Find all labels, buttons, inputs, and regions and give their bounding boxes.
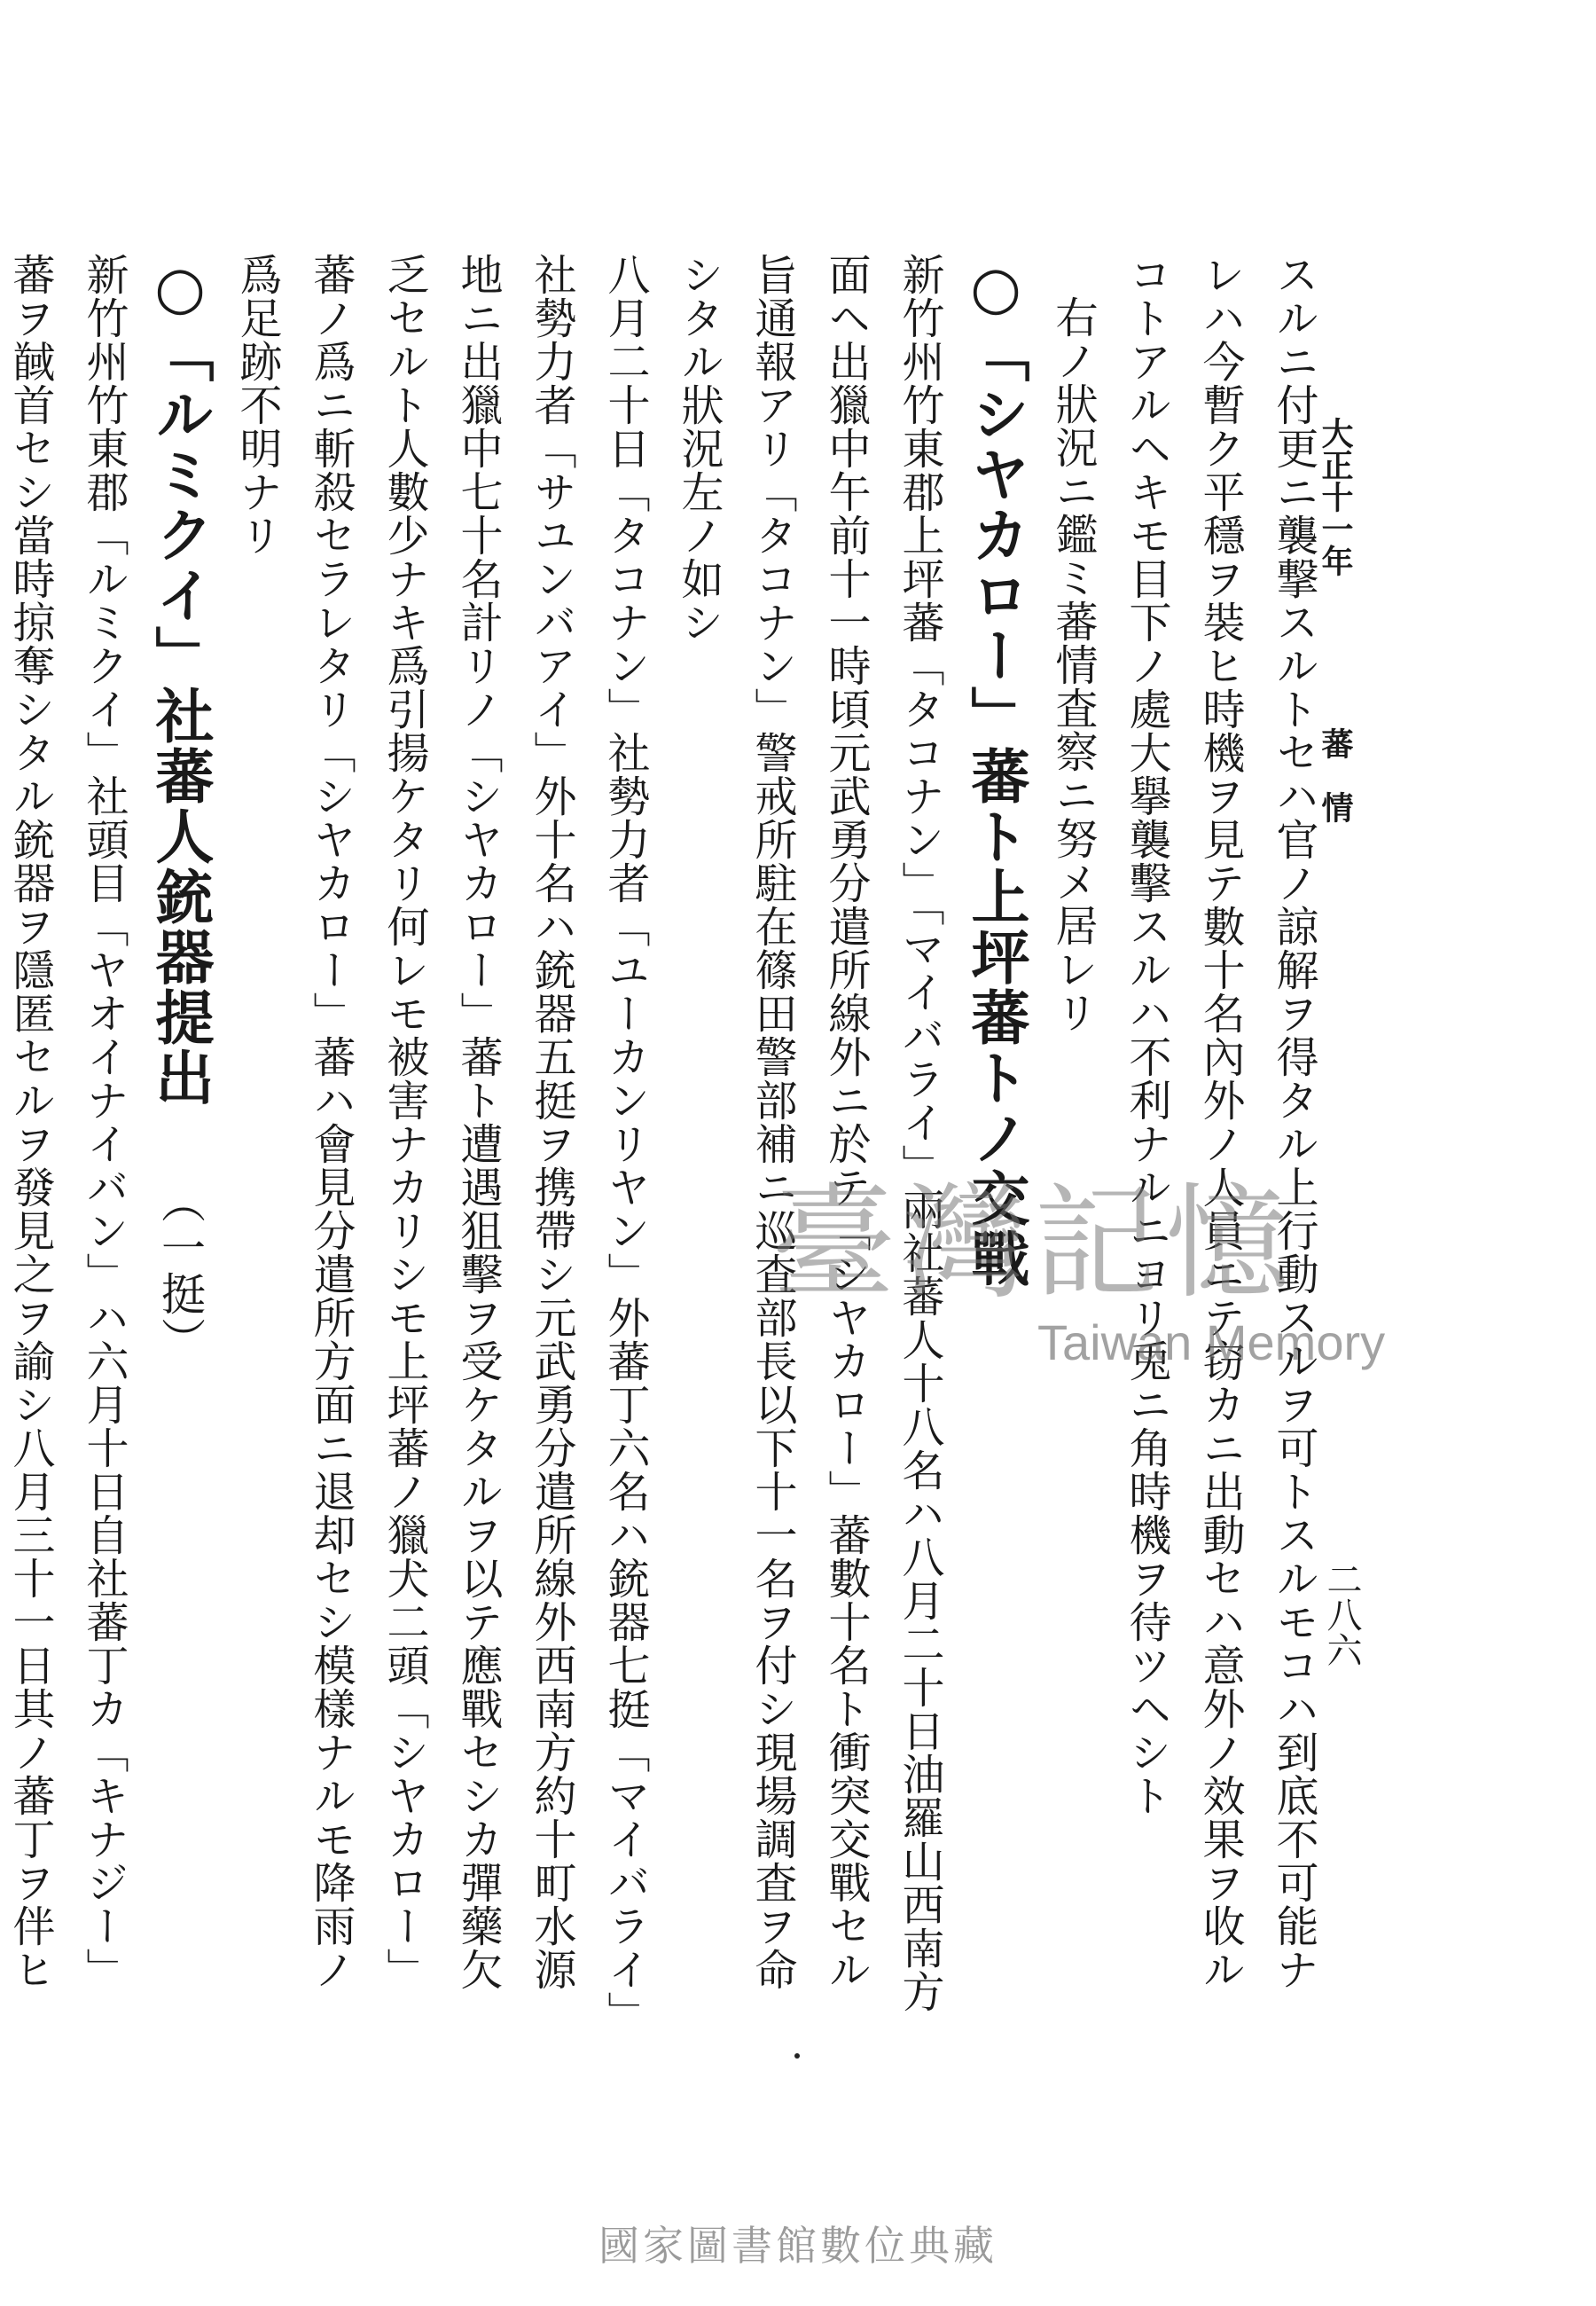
section-heading-firearm-count: （一挺） xyxy=(154,1179,206,1363)
footer-credit: 國家圖書館數位典藏 xyxy=(598,2222,998,2270)
paragraph-report: 新竹州竹東郡上坪蕃「タコナン」「マイバライ」兩社蕃人十八名ハ八月二十日油羅山西南方面ヘ出獵中午前十一時頃元武勇分遣所線外ニ於テ「シヤカロー」蕃數十名ト衝突交戰セル旨通報アリ「タコナン」警戒所駐在篠田警部補ニ巡査部長以下十一名ヲ付シ現場調査ヲ命シタル狀況左ノ如シ xyxy=(674,253,944,2013)
watermark-chinese: 臺灣記憶 xyxy=(771,1172,1297,1316)
ink-dot xyxy=(794,2053,800,2059)
watermark-english: Taiwan Memory xyxy=(1037,1314,1386,1370)
watermark xyxy=(771,1144,1385,1371)
section-heading-battle: ○「シヤカロー」蕃ト上坪蕃トノ交戰 xyxy=(961,253,1030,1289)
paragraph-firearm: 新竹州竹東郡「ルミクイ」社頭目「ヤオイナイバン」ハ六月十日自社蕃丁カ「キナジー」蕃ヲ馘首セシ當時掠奪シタル銃器ヲ隱匿セルヲ發見之ヲ諭シ八月三十一日其ノ蕃丁ヲ伴ヒ xyxy=(5,253,129,1991)
section-heading-firearm-title: ○「ルミクイ」社蕃人銃器提出 xyxy=(145,253,215,1108)
paragraph-status: 右ノ狀況ニ鑑ミ蕃情査察ニ努メ居レリ xyxy=(1048,295,1098,1034)
body-text xyxy=(5,253,1330,2027)
running-header-section: 蕃 情 xyxy=(1317,727,1354,823)
section-heading-firearm xyxy=(140,253,220,2027)
paragraph-continuation: スルニ付更ニ襲撃スルトセハ官ノ諒解ヲ得タル上行動スルヲ可トスルモコハ到底不可能ナレハ今暫ク平穩ヲ裝ヒ時機ヲ見テ數十名內外ノ人員ニテ窃カニ出動セハ意外ノ效果ヲ收ルコトアルヘキモ目下ノ處大擧襲擊スルハ不利ナルニヨリ兎ニ角時機ヲ待ツヘシト xyxy=(1122,253,1318,1991)
page-number: 二八六 xyxy=(1321,1561,1362,1667)
running-header-era: 大正十一年 xyxy=(1317,417,1354,576)
paragraph-details: 八月二十日「タコナン」社勢力者「ユーカンリヤン」外蕃丁六名ハ銃器七挺「マイバライ」社勢力者「サユンバアイ」外十名ハ銃器五挺ヲ携帶シ元武勇分遣所線外西南方約十町水源地ニ出獵中七十名計リノ「シヤカロー」蕃ト遭遇狙擊ヲ受ケタルヲ以テ應戰セシカ彈藥欠乏セルト人數少ナキ爲引揚ケタリ何レモ被害ナカリシモ上坪蕃ノ獵犬二頭「シヤカロー」蕃ノ爲ニ斬殺セラレタリ「シヤカロー」蕃ハ會見分遣所方面ニ退却セシ模樣ナルモ降雨ノ爲足跡不明ナリ xyxy=(232,253,650,2013)
